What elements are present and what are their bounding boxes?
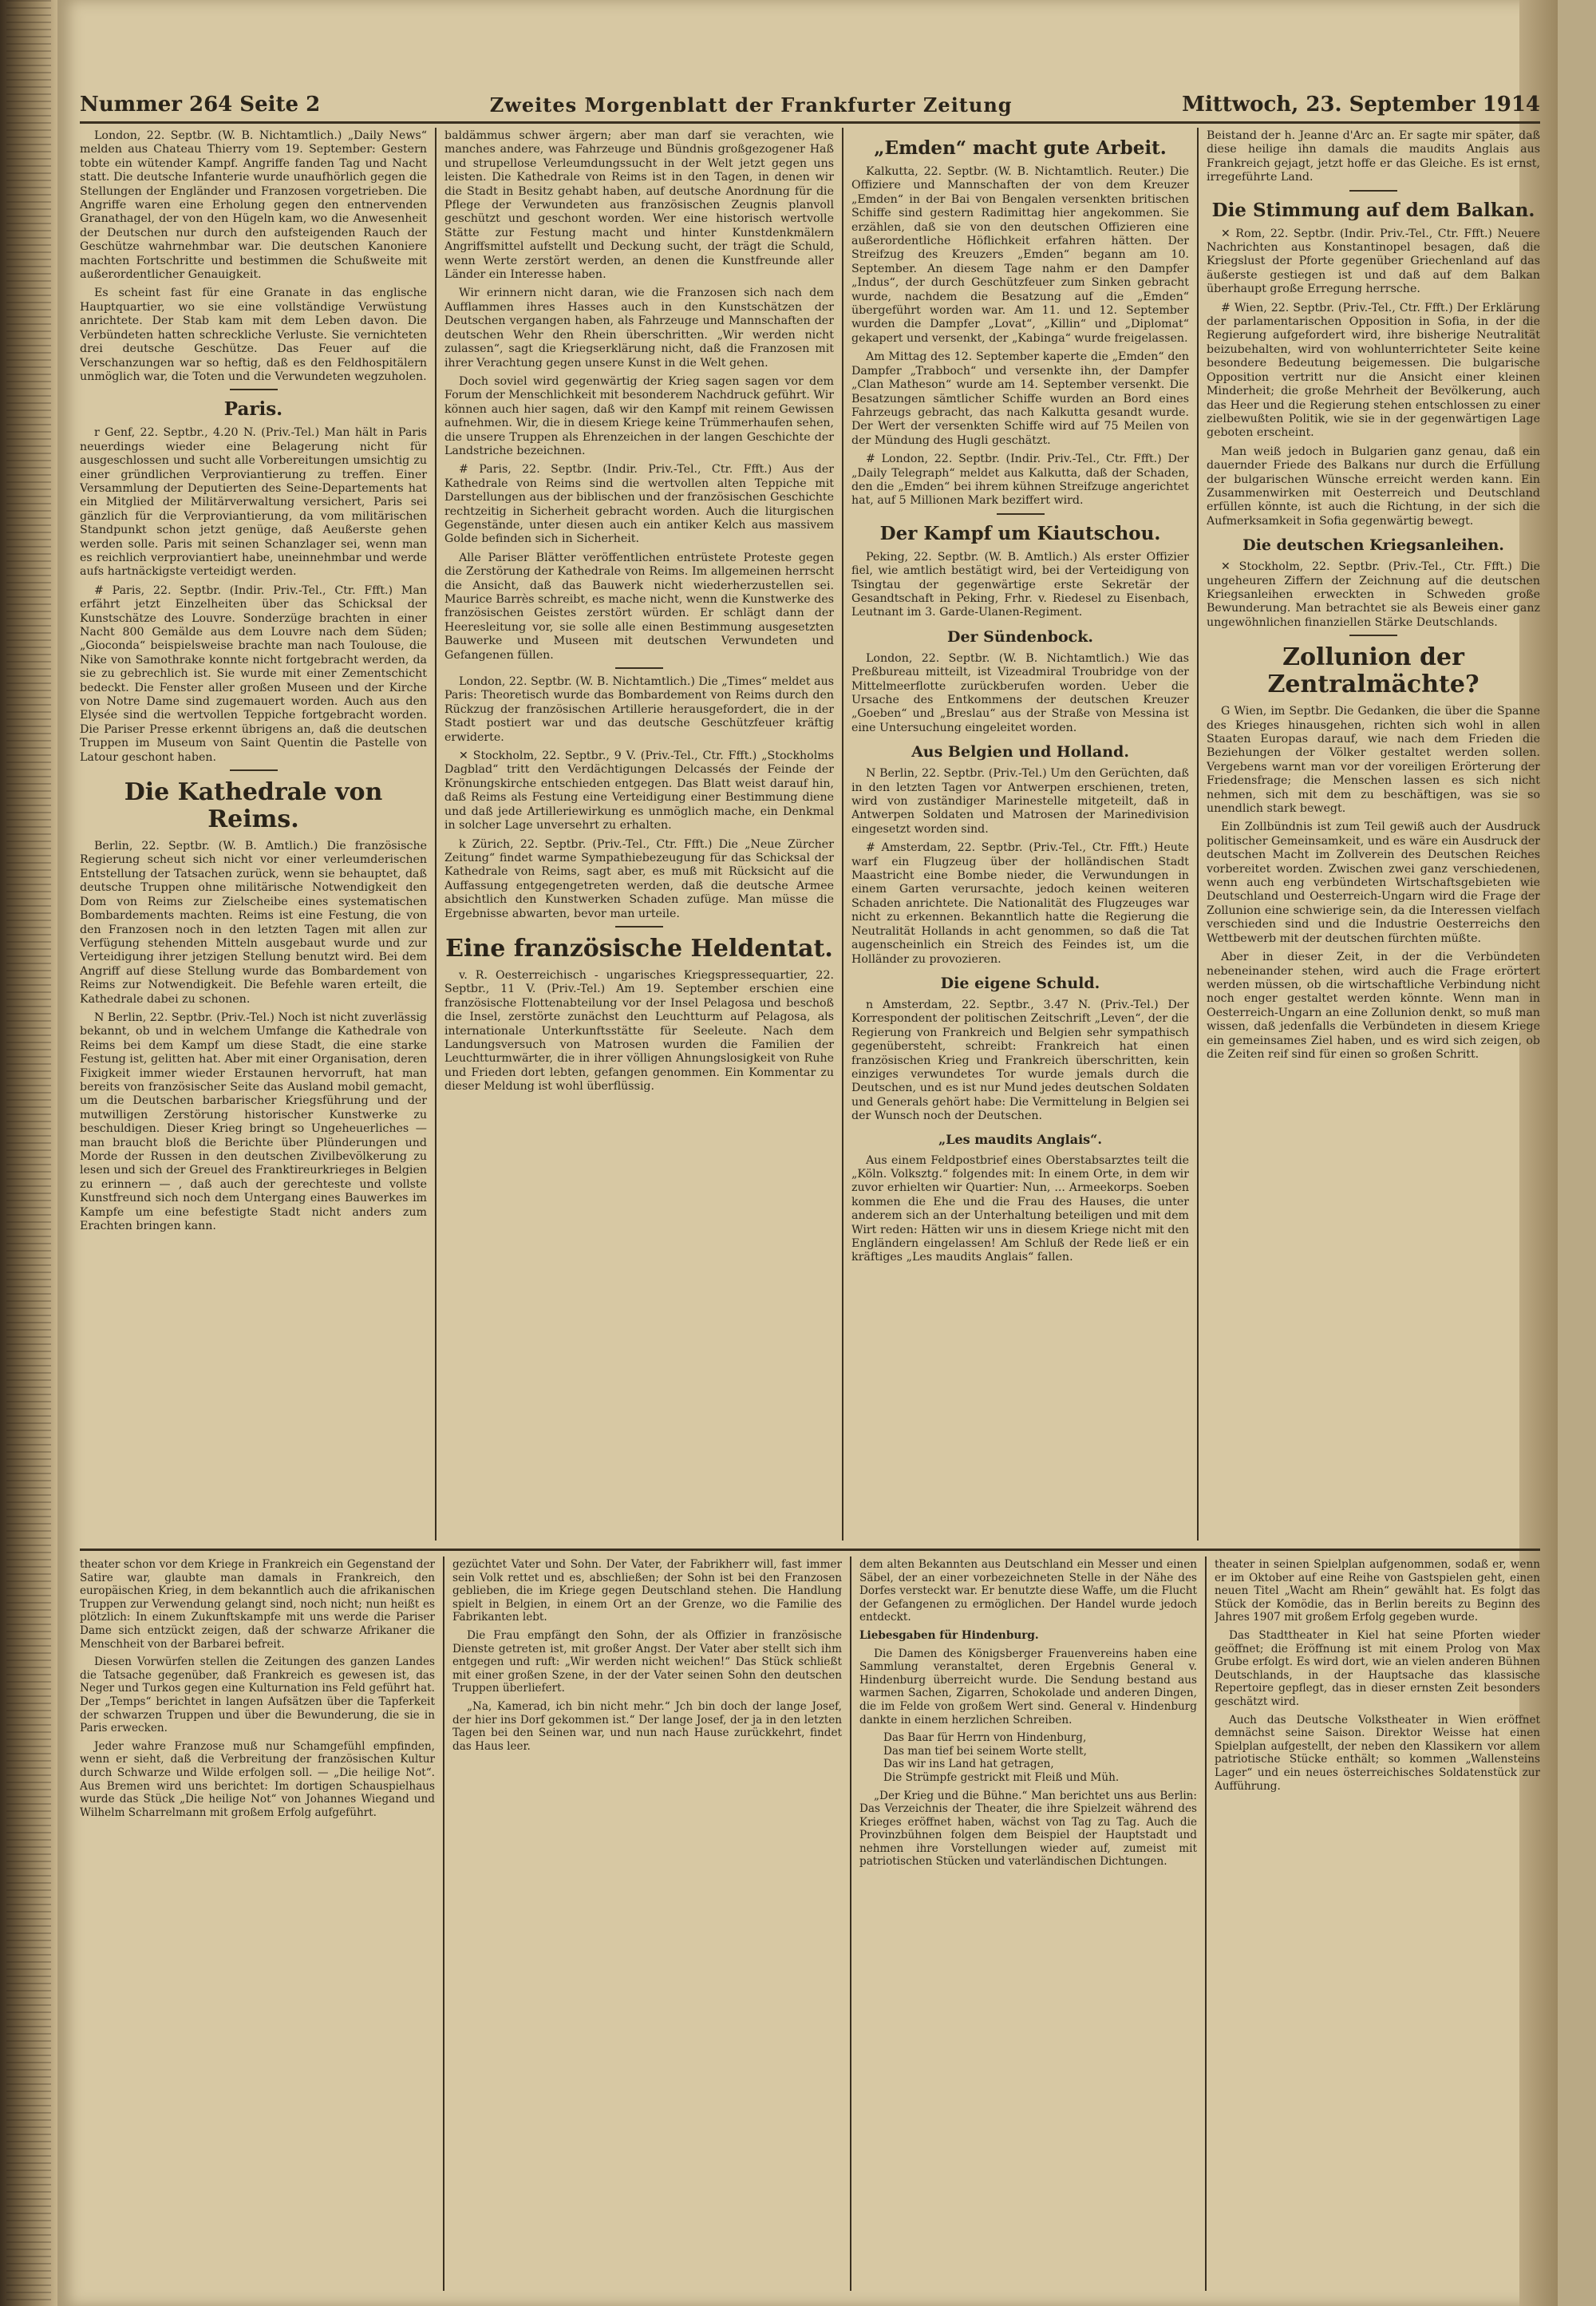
- article-paragraph: Auch das Deutsche Volkstheater in Wien eröffnet demnächst seine Saison. Direktor Weisse hat einen Spielplan aufgestellt, der neben den Klassikern vor allem patriotische Stücke enthält; so kommen „Wallensteins Lager“ und ein neues österreichisches Soldatenstück zur Aufführung.: [1215, 1713, 1540, 1793]
- article-paragraph: G Wien, im Septbr. Die Gedanken, die über die Spanne des Krieges hinausgehen, richten sich wohl in allen Staaten Europas darauf, wie nach dem Frieden die Beziehungen der Völker gestaltet werden sollen. Vergebens warnt man vor der voreiligen Erörterung der Friedensfrage; die Menschen lassen es sich nicht nehmen, sich mit dem zu beschäftigen, was sie so unendlich stark bewegt.: [1207, 705, 1540, 816]
- article-paragraph: Die Frau empfängt den Sohn, der als Offizier in französische Dienste getreten ist, mit großer Angst. Der Vater aber stellt sich ihm entgegen und ruft: „Wir werden nicht weichen!“ Das Stück schließt mit einer großen Szene, in der der Vater seinen Sohn den deutschen Truppen überliefert.: [452, 1628, 842, 1695]
- article-paragraph: Peking, 22. Septbr. (W. B. Amtlich.) Als erster Offizier fiel, wie amtlich bestätigt wird, bei der Verteidigung von Tsingtau der gegenwärtige erste Sekretär der Gesandtschaft in Peking, Frhr. v. Riedesel zu Eisenbach, Leutnant im 3. Garde-Ulanen-Regiment.: [851, 550, 1189, 619]
- article-paragraph: Man weiß jedoch in Bulgarien ganz genau, daß ein dauernder Friede des Balkans nur durch die Erfüllung der bulgarischen Wünsche erreicht werden kann. Ein Zusammenwirken mit Oesterreich und Deutschland erfüllen könnte, ist auch die Richtung, in der sich die Aufmerksamkeit in Sofia gegenwärtig bewegt.: [1207, 445, 1540, 528]
- article-paragraph: ✕ Rom, 22. Septbr. (Indir. Priv.-Tel., Ctr. Ffft.) Neuere Nachrichten aus Konstantinopel besagen, daß die Kriegslust der Pforte gegenüber Griechenland auf das äußerste gestiegen ist und daß auf dem Balkan überhaupt große Erregung herrsche.: [1207, 227, 1540, 296]
- short-rule: [230, 389, 278, 390]
- feuilleton-column-2: [452, 1558, 842, 2288]
- article-paragraph: n Amsterdam, 22. Septbr., 3.47 N. (Priv.-Tel.) Der Korrespondent der politischen Zeitschrift „Leven“, der die Regierung von Frankreich und Belgien sehr sympathisch gegenübersteht, schreibt: Frankreich hat einen französischen Krieg und Frankreich überschritten, kein einziges verwundetes Tor wurde jemals durch die Deutschen, und es ist nur Mund jedes deutschen Soldaten und Generals gehört habe: Die Vermittelung in Belgien sei der Wunsch noch der Deutschen.: [851, 998, 1189, 1123]
- article-paragraph: baldämmus schwer ärgern; aber man darf sie verachten, wie manches andere, was Fahrzeuge und Bündnis großgezogener Haß und strupellose Verleumdungssucht in der Welt jetzt gegen uns leisten. Die Kathedrale von Reims ist in den Tagen, in denen wir die Stadt in Besitz gehabt haben, auf deutsche Anordnung für die Pflege der Verwundeten aus französischen Zeugnis planvoll geschützt und geschont worden. Wer eine historisch wertvolle Stätte zur Festung macht und hinter Kunstdenkmälern Angriffsmittel aufstellt und Deckung sucht, der trägt die Schuld, wenn Werte zerstört werden, an denen die Kunstfreunde aller Länder ein Interesse haben.: [444, 129, 834, 282]
- column-rule: [435, 128, 437, 1541]
- article-paragraph: Alle Pariser Blätter veröffentlichen entrüstete Proteste gegen die Zerstörung der Kathedrale von Reims. Im allgemeinen herrscht die Ansicht, daß das Bauwerk nicht wiederherzustellen sei. Maurice Barrès schreibt, es mache nicht, wenn die Kunstwerke des französischen Geistes zerstört würden. Er schlägt dann der Heeresleitung vor, sie solle alle einen Bestimmung ausgesetzten Bauwerke und Museen mit deutschen Verwundeten und Gefangenen füllen.: [444, 551, 834, 662]
- article-paragraph: Wir erinnern nicht daran, wie die Franzosen sich nach dem Aufflammen ihres Hasses auch in den Kunstschätzen der Deutschen vergangen haben, als Fahrzeuge und Mannschaften der deutschen Wehr den Rhein überschritten. „Wir werden nicht zulassen“, sagt die Kriegserklärung nicht, daß die Franzosen mit ihrer Verachtung gegen unsere Kunst in die Welt gehen.: [444, 287, 834, 370]
- article-paragraph: ✕ Stockholm, 22. Septbr. (Priv.-Tel., Ctr. Ffft.) Die ungeheuren Ziffern der Zeichnung auf die deutschen Kriegsanleihen erweckten in Schweden große Bewunderung. Man betrachtet sie als Beweis einer ganz ungewöhnlichen finanziellen Stärke Deutschlands.: [1207, 560, 1540, 629]
- article-paragraph: Das Stadttheater in Kiel hat seine Pforten wieder geöffnet; die Eröffnung ist mit einem Prolog von Max Grube erfolgt. Es wird dort, wie an vielen anderen Bühnen Deutschlands, in der Hauptsache das klassische Repertoire gepflegt, das in dieser ernsten Zeit besonders geschätzt wird.: [1215, 1628, 1540, 1708]
- article-paragraph: Berlin, 22. Septbr. (W. B. Amtlich.) Die französische Regierung scheut sich nicht vor einer verleumderischen Entstellung der Tatsachen zurück, wenn sie behauptet, daß deutsche Truppen ohne militärische Notwendigkeit den Dom von Reims zur Zielscheibe eines systematischen Bombardements machten. Reims ist eine Festung, die von den Franzosen noch in den letzten Tagen mit allen zur Verfügung stehenden Mitteln ausgebaut wurde und zur Verteidigung ihrer jetzigen Stellung benutzt wird. Bei dem Angriff auf diese Stellung wurde das Bombardement von Reims zur Notwendigkeit. Die Befehle waren erteilt, die Kathedrale dabei zu schonen.: [80, 840, 427, 1006]
- article-paragraph: # Amsterdam, 22. Septbr. (Priv.-Tel., Ctr. Ffft.) Heute warf ein Flugzeug über der holländischen Stadt Maastricht eine Bombe nieder, die Verwundungen in einem Garten verursachte, jedoch keinen weiteren Schaden anrichtete. Die Nationalität des Flugzeuges war nicht zu erkennen. Bekanntlich hatte die Regierung die Neutralität Hollands in acht genommen, so daß die Tat augenscheinlich ein Streich des Feindes ist, um die Holländer zu provozieren.: [851, 841, 1189, 966]
- feuilleton-column-4: [1215, 1558, 1540, 2288]
- article-paragraph: Jeder wahre Franzose muß nur Schamgefühl empfinden, wenn er sieht, daß die Verbreitung der französischen Kultur durch Schwarze und Wilde erfolgen soll. — „Die heilige Not“. Aus Bremen wird uns berichtet: Im dortigen Schauspielhaus wurde das Stück „Die heilige Not“ von Johannes Wiegand und Wilhelm Scharrelmann mit großem Erfolg aufgeführt.: [80, 1739, 435, 1819]
- headline-maudits: „Les maudits Anglais“.: [938, 1131, 1102, 1147]
- feuilleton-column-1: [80, 1558, 435, 2288]
- article-paragraph: theater schon vor dem Kriege in Frankreich ein Gegenstand der Satire war, glaubte man damals in Frankreich, den europäischen Krieg, in dem bekanntlich auch die afrikanischen Truppen zur Verwendung gelangt sind, noch nicht; nun heißt es plötzlich: In einem Zukunftskampfe mit uns werde die Pariser Dame sich entzückt zeigen, daß der schwarze Afrikaner die Menschheit von der Barbarei befreit.: [80, 1558, 435, 1651]
- article-paragraph: # Wien, 22. Septbr. (Priv.-Tel., Ctr. Ffft.) Der Erklärung der parlamentarischen Opposition in Sofia, in der die Regierung aufgefordert wird, ihre bisherige Neutralität beizubehalten, wird von wohlunterrichteter Seite keine besondere Bedeutung beigemessen. Die bulgarische Opposition vertritt nur die Ansicht einer kleinen Minderheit; die große Mehrheit der Bevölkerung, auch das Heer und die Regierung stehen entschlossen zu einer zielbewußten Politik, wie sie in der gegenwärtigen Lage geboten erscheint.: [1207, 301, 1540, 440]
- column-4: [1207, 129, 1540, 1542]
- article-paragraph: N Berlin, 22. Septbr. (Priv.-Tel.) Um den Gerüchten, daß in den letzten Tagen vor Antwerpen erschienen, treten, wird von zuständiger Marinestelle mitgeteilt, daß in Antwerpen Soldaten und Matrosen der Marinedivision eingesetzt worden sind.: [851, 767, 1189, 836]
- article-paragraph: v. R. Oesterreichisch - ungarisches Kriegspressequartier, 22. Septbr., 11 V. (Priv.-Tel.) Am 19. September erschien eine französische Flottenabteilung vor der Insel Pelagosa und beschoß die Insel, zerstörte zunächst den Leuchtturm auf Pelagosa, als internationale Unterkunftsstätte für Seeleute. Nach dem Landungsversuch von Matrosen wurden die Familien der Leuchtturmwärter, die in ihrer völligen Ahnungslosigkeit von Ruhe und Frieden dort lebten, gefangen genommen. Ein Kommentar zu dieser Meldung ist wohl überflüssig.: [444, 968, 834, 1094]
- article-paragraph: London, 22. Septbr. (W. B. Nichtamtlich.) Die „Times“ meldet aus Paris: Theoretisch wurde das Bombardement von Reims durch den Rückzug der französischen Artillerie herausgefordert, die in der Stadt postiert war und das deutsche Geschützfeuer kräftig erwiderte.: [444, 675, 834, 744]
- issue-number: Nummer 264 Seite 2: [80, 93, 321, 117]
- column-rule: [1197, 128, 1199, 1541]
- article-paragraph: „Na, Kamerad, ich bin nicht mehr.“ Jch bin doch der lange Josef, der hier ins Dorf gekommen ist.“ Der lange Josef, der ja in den letzten Tagen bei den Seinen war, und nun nach Hause zurückkehrt, findet das Haus leer.: [452, 1699, 842, 1753]
- headline-kiautschou: Der Kampf um Kiautschou.: [879, 522, 1161, 544]
- column-2: [444, 129, 834, 1542]
- article-paragraph: London, 22. Septbr. (W. B. Nichtamtlich.) Wie das Preßbureau mitteilt, ist Vizeadmiral Troubridge von der Mittelmeerflotte zurückberufen worden. Ueber die Ursache des Entkommens der deutschen Kreuzer „Goeben“ und „Breslau“ aus der Straße von Messina ist eine Untersuchung eingeleitet worden.: [851, 651, 1189, 734]
- article-paragraph: # Paris, 22. Septbr. (Indir. Priv.-Tel., Ctr. Ffft.) Man erfährt jetzt Einzelheiten über das Schicksal der Kunstschätze des Louvre. Sonderzüge brachten in einer Nacht 800 Gemälde aus dem Louvre nach dem Süden; „Gioconda“ beispielsweise brachte man nach Toulouse, die Nike von Samothrake konnte nicht fortgebracht werden, da sie zu gebrechlich ist. Sie wurde mit einer Zementschicht bedeckt. Die Fenster aller großen Museen und der Kirche von Notre Dame sind zugemauert worden. Auch aus den Elysée sind die wertvollen Teppiche fortgebracht worden. Die Pariser Presse erkennt übrigens an, daß die deutschen Truppen im Museum von Saint Quentin die Pastelle von Latour geschont haben.: [80, 583, 427, 764]
- article-paragraph: Aber in dieser Zeit, in der die Verbündeten nebeneinander stehen, wird auch die Frage erörtert werden müssen, ob die wirtschaftliche Verbindung nicht noch enger gestaltet werden könnte. Wenn man in Oesterreich-Ungarn an eine Zollunion denkt, so muß man wissen, daß jedenfalls die Verbündeten in diesem Kriege ein gemeinsames Ziel haben, und es wird sich zeigen, ob die Zeiten reif sind für einen so großen Schritt.: [1207, 951, 1540, 1061]
- headline-kriegsanleihen: Die deutschen Kriegsanleihen.: [1242, 536, 1504, 555]
- feuilleton-separator: [80, 1549, 1540, 1551]
- feuilleton-column-3: [859, 1558, 1197, 2288]
- headline-suendenbock: Der Sündenbock.: [946, 627, 1094, 646]
- article-paragraph: Liebesgaben für Hindenburg.: [859, 1628, 1039, 1642]
- short-rule: [997, 513, 1045, 515]
- headline-schuld: Die eigene Schuld.: [940, 974, 1100, 992]
- headline-heldentat: Eine französische Heldentat.: [445, 934, 833, 963]
- article-paragraph: Am Mittag des 12. September kaperte die „Emden“ den Dampfer „Trabboch“ und versenkte ihn, der Dampfer „Clan Matheson“ wurde am 14. September versenkt. Die Besatzungen sämtlicher Schiffe wurden an Bord eines Fahrzeugs gebracht, das nach Kalkutta gesandt wurde. Der Wert der versenkten Schiffe wird auf 75 Meilen von der Mündung des Hugli geschätzt.: [851, 350, 1189, 447]
- headline-balkan: Die Stimmung auf dem Balkan.: [1211, 199, 1535, 221]
- article-paragraph: # Paris, 22. Septbr. (Indir. Priv.-Tel., Ctr. Ffft.) Aus der Kathedrale von Reims sind die wertvollen alten Teppiche mit Darstellungen aus der biblischen und der französischen Geschichte rechtzeitig in Sicherheit gebracht worden. Auch die liturgischen Gegenstände, unter diesen auch ein antiker Kelch aus massivem Golde befinden sich in Sicherheit.: [444, 463, 834, 546]
- headline-zollunion: Zollunion der Zentralmächte?: [1267, 643, 1479, 699]
- article-paragraph: Aus einem Feldpostbrief eines Oberstabsarztes teilt die „Köln. Volksztg.“ folgendes mit: In einem Orte, in dem wir zuvor erhielten wir Quartier: Nun, ... Armeekorps. Soeben kommen die Ehe und die Frau des Hauses, die unter anderem sich an der Unterhaltung beteiligen und mit dem Wirt reden: Hätten wir uns in diesem Kriege nicht mit den Engländern eingelassen! Am Schluß der Rede ließ er ein kräftiges „Les maudits Anglais“ fallen.: [851, 1153, 1189, 1264]
- article-paragraph: Doch soviel wird gegenwärtig der Krieg sagen sagen vor dem Forum der Menschlichkeit mit besonderem Nachdruck geführt. Wir können auch hier sagen, daß wir den Kampf mit reinem Gewissen aufnehmen. Wir, die in diesem Kriege keine Trümmerhaufen sehen, die unsere Truppen als Ehrenzeichen in der langen Geschichte der Landstriche bezeichnen.: [444, 374, 834, 457]
- poem: Das Baar für Herrn von Hindenburg, Das man tief bei seinem Worte stellt, Das wir ins Land hat getragen, Die Strümpfe gestrickt mit Fleiß und Müh.: [883, 1731, 1120, 1784]
- article-paragraph: k Zürich, 22. Septbr. (Priv.-Tel., Ctr. Ffft.) Die „Neue Zürcher Zeitung“ findet warme Sympathiebezeugung für das Schicksal der Kathedrale von Reims, sagt aber, es muß mit Rücksicht auf die Auffassung entgegengetreten werden, daß die deutsche Armee absichtlich den Kunstwerken Schaden zufüge. Man müsse die Ergebnisse abwarten, bevor man urteile.: [444, 837, 834, 920]
- short-rule: [1349, 190, 1397, 192]
- column-3: [851, 129, 1189, 1542]
- article-paragraph: Diesen Vorwürfen stellen die Zeitungen des ganzen Landes die Tatsache gegenüber, daß Frankreich es gewesen ist, das Neger und Turkos gegen eine Kulturnation ins Feld geführt hat. Der „Temps“ berichtet in langen Aufsätzen über die Tapferkeit der schwarzen Truppen und über die Bewunderung, die sie in Paris erwecken.: [80, 1655, 435, 1735]
- article-paragraph: ✕ Stockholm, 22. Septbr., 9 V. (Priv.-Tel., Ctr. Ffft.) „Stockholms Dagblad“ tritt den Verdächtigungen Delcassés der Feinde der Krönungskirche entschieden entgegen. Das Blatt weist darauf hin, daß Reims als Festung eine Verteidigung einer Bestimmung diene und daß jede Artilleriewirkung es unmöglich mache, ein Denkmal in solcher Lage unversehrt zu erhalten.: [444, 750, 834, 833]
- article-paragraph: Beistand der h. Jeanne d'Arc an. Er sagte mir später, daß diese heilige ihn damals die maudits Anglais aus Frankreich gejagt, jetzt hoffe er das Gleiche. Es ist ernst, irregeführte Land.: [1207, 129, 1540, 184]
- column-rule: [443, 1556, 444, 2291]
- article-paragraph: N Berlin, 22. Septbr. (Priv.-Tel.) Noch ist nicht zuverlässig bekannt, ob und in welchem Umfange die Kathedrale von Reims bei dem Kampf um diese Stadt, die eine starke Festung ist, gelitten hat. Aber mit einer Organisation, deren Fixigkeit immer wieder Erstaunen hervorruft, hat man bereits von französischer Seite das Ausland mobil gemacht, um die Deutschen barbarischer Kriegsführung und der mutwilligen Zerstörung historischer Kunstwerke zu beschuldigen. Dieser Krieg bringt so Ungeheuerliches — man braucht bloß die Berichte über Plünderungen und Morde der Russen in den deutschen Zivilbevölkerung zu lesen und sich der Greuel des Franktireurkrieges in Belgien zu erinnern — , daß auch der gerechteste und vollste Kunstfreund sich noch dem Untergang eines Bauwerkes im Kampfe um eine befestigte Stadt nicht anders zum Erachten bringen kann.: [80, 1011, 427, 1233]
- article-paragraph: r Genf, 22. Septbr., 4.20 N. (Priv.-Tel.) Man hält in Paris neuerdings wieder eine Belagerung nicht für ausgeschlossen und sucht alle Vorbereitungen umsichtig zu einer gründlichen Verproviantierung zu treffen. Einer Versammlung der Deputierten des Seine-Departements hat ein Mitglied der Militärverwaltung versichert, Paris sei gänzlich für die Verproviantierung, da vom militärischen Standpunkt schon jetzt genüge, daß Aeußerste gehen werden solle. Paris mit seinen Schanzlager sei, wenn man es reichlich verproviantiert habe, uneinnehmbar und werde aufs hartnäckigste verteidigt werden.: [80, 426, 427, 579]
- short-rule: [1349, 635, 1397, 636]
- short-rule: [615, 926, 663, 928]
- article-paragraph: gezüchtet Vater und Sohn. Der Vater, der Fabrikherr will, fast immer sein Volk rettet und es, abschließen; der Sohn ist bei den Franzosen geblieben, die im Kriege gegen Deutschland stehen. Die Handlung spielt in Belgien, in einem Ort an der Grenze, wo die Familie des Fabrikanten lebt.: [452, 1558, 842, 1624]
- column-rule: [842, 128, 843, 1541]
- article-paragraph: Ein Zollbündnis ist zum Teil gewiß auch der Ausdruck politischer Gemeinsamkeit, und es wäre ein Ausdruck der deutschen Macht im Zollverein des Deutschen Reiches vorbereitet worden. Zwischen zwei ganz verschiedenen, wenn auch eng verbündeten Wirtschaftsgebieten wie Deutschland und Oesterreich-Ungarn wird die Frage der Zollunion eine schwierige sein, da die Interessen vielfach verschieden sind und die Industrie Oesterreichs den Wettbewerb mit der deutschen fürchten müßte.: [1207, 821, 1540, 945]
- short-rule: [615, 667, 663, 669]
- page-masthead: [80, 88, 1540, 124]
- issue-date: Mittwoch, 23. September 1914: [1182, 93, 1540, 117]
- article-paragraph: Die Damen des Königsberger Frauenvereins haben eine Sammlung veranstaltet, deren Ergebnis General v. Hindenburg überreicht wurde. Die Sendung bestand aus warmen Sachen, Zigarren, Schokolade und anderen Dingen, die im Felde von großem Wert sind. General v. Hindenburg dankte in einem herzlichen Schreiben.: [859, 1647, 1197, 1727]
- headline-kathedrale: Die Kathedrale von Reims.: [124, 778, 383, 834]
- article-paragraph: dem alten Bekannten aus Deutschland ein Messer und einen Säbel, der an einer vorbezeichneten Stelle in der Nähe des Dorfes versteckt war. Er benutzte diese Waffe, um die Flucht der Gefangenen zu ermöglichen. Der Handel wurde jedoch entdeckt.: [859, 1558, 1197, 1624]
- article-paragraph: Kalkutta, 22. Septbr. (W. B. Nichtamtlich. Reuter.) Die Offiziere und Mannschaften der von dem Kreuzer „Emden“ in der Bai von Bengalen versenkten britischen Schiffe sind gestern Radimittag hier angekommen. Sie erzählen, daß sie von den deutschen Offizieren eine außerordentliche Höflichkeit erfahren hätten. Der Streifzug des Kreuzers „Emden“ begann am 10. September. An diesem Tage nahm er den Dampfer „Indus“, der durch Geschützfeuer zum Sinken gebracht wurde, nachdem die Besatzung auf die „Emden“ übergeführt worden war. Am 11. und 12. September wurden die Dampfer „Lovat“, „Killin“ und „Diplomat“ gekapert und versenkt, der „Kabinga“ wurde freigelassen.: [851, 165, 1189, 345]
- article-paragraph: theater in seinen Spielplan aufgenommen, sodaß er, wenn er im Oktober auf eine Reihe von Gastspielen geht, einen neuen Titel „Wacht am Rhein“ gewählt hat. Es folgt das Stück der Komödie, das in Berlin bereits zu Beginn des Jahres 1907 mit großem Erfolg gegeben wurde.: [1215, 1558, 1540, 1624]
- article-paragraph: London, 22. Septbr. (W. B. Nichtamtlich.) „Daily News“ melden aus Chateau Thierry vom 19. September: Gestern tobte ein wütender Kampf. Angriffe fanden Tag und Nacht statt. Die deutsche Infanterie wurde unaufhörlich gegen die Stellungen der Engländer und Franzosen vorgetrieben. Die Angriffe waren eine Erholung gegen den entnervenden Granathagel, der von den Hügeln kam, wo die Anwesenheit der Deutschen nur durch den aufsteigenden Rauch der Geschütze wahrnehmbar war. Die deutschen Kanoniere machten Fortschritte und bestimmen die Schußweite mit außerordentlicher Genauigkeit.: [80, 129, 427, 282]
- headline-belgien: Aus Belgien und Holland.: [911, 743, 1129, 761]
- headline-emden: „Emden“ macht gute Arbeit.: [874, 137, 1167, 159]
- article-paragraph: Es scheint fast für eine Granate in das englische Hauptquartier, wo sie eine vollständige Verwüstung anrichtete. Der Stab kam mit dem Leben davon. Die Verbündeten hatten schreckliche Verluste. Sie vernichteten drei deutsche Geschütze. Das Feuer auf die Verschanzungen war so heftig, daß es den Feldhospitälern unmöglich war, die Toten und die Verwundeten wegzuholen.: [80, 287, 427, 383]
- headline-paris: Paris.: [223, 398, 283, 421]
- short-rule: [230, 769, 278, 771]
- column-rule: [1205, 1556, 1207, 2291]
- article-paragraph: # London, 22. Septbr. (Indir. Priv.-Tel., Ctr. Ffft.) Der „Daily Telegraph“ meldet aus Kalkutta, daß der Schaden, den die „Emden“ bei ihrem kühnen Streifzuge angerichtet hat, auf 5 Millionen Mark beziffert wird.: [851, 453, 1189, 508]
- article-paragraph: „Der Krieg und die Bühne.“ Man berichtet uns aus Berlin: Das Verzeichnis der Theater, die ihre Spielzeit während des Krieges eröffnet haben, wächst von Tag zu Tag. Auch die Provinzbühnen folgen dem Beispiel der Hauptstadt und nehmen ihre Vorstellungen wieder auf, zumeist mit patriotischen Stücken und vaterländischen Dichtungen.: [859, 1789, 1197, 1869]
- column-rule: [850, 1556, 851, 2291]
- column-1: [80, 129, 427, 1542]
- newspaper-title: Zweites Morgenblatt der Frankfurter Zeitung: [489, 93, 1013, 117]
- book-binding: [0, 0, 57, 2306]
